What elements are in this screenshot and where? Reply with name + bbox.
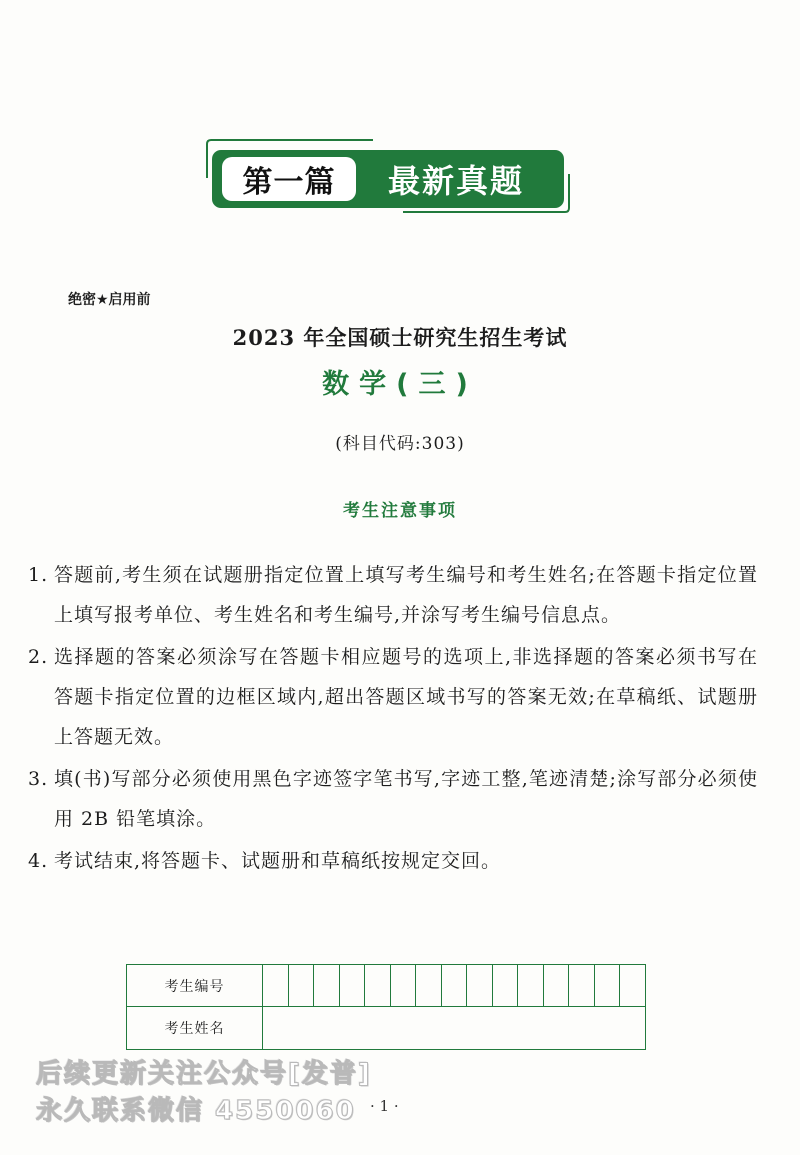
candidate-number-cell[interactable] <box>620 965 645 1006</box>
candidate-number-cell[interactable] <box>493 965 519 1006</box>
candidate-info-table <box>126 964 646 1050</box>
confidential-label: 绝密★启用前 <box>68 292 151 308</box>
candidate-number-cell[interactable] <box>595 965 621 1006</box>
notice-item-number: 2. <box>28 646 49 668</box>
candidate-number-cell[interactable] <box>569 965 595 1006</box>
candidate-number-cell[interactable] <box>518 965 544 1006</box>
notice-item <box>28 637 758 757</box>
notice-item-number: 1. <box>28 564 49 586</box>
candidate-name-field[interactable] <box>263 1007 645 1049</box>
notice-title: 考生注意事项 <box>343 501 457 521</box>
candidate-number-cell[interactable] <box>416 965 442 1006</box>
candidate-number-cell[interactable] <box>289 965 315 1006</box>
candidate-number-label: 考生编号 <box>127 965 263 1006</box>
notice-item <box>28 555 758 635</box>
exam-title: 2023 年全国硕士研究生招生考试 <box>232 325 568 350</box>
candidate-number-cell[interactable] <box>340 965 366 1006</box>
candidate-number-cells <box>263 965 645 1006</box>
candidate-number-cell[interactable] <box>365 965 391 1006</box>
candidate-name-label: 考生姓名 <box>127 1007 263 1049</box>
notice-item <box>28 759 758 839</box>
candidate-number-cell[interactable] <box>544 965 570 1006</box>
notice-item-number: 3. <box>28 768 49 790</box>
candidate-number-cell[interactable] <box>263 965 289 1006</box>
watermark-line-1: 后续更新关注公众号[发普] <box>36 1059 372 1089</box>
notice-item-number: 4. <box>28 850 49 872</box>
page-number: · 1 · <box>370 1097 399 1115</box>
notice-item-text: 填(书)写部分必须使用黑色字迹签字笔书写,字迹工整,笔迹清楚;涂写部分必须使用 2B 铅笔填涂。 <box>54 768 758 830</box>
candidate-number-row <box>127 965 645 1007</box>
candidate-name-row <box>127 1007 645 1049</box>
notice-item-text: 选择题的答案必须涂写在答题卡相应题号的选项上,非选择题的答案必须书写在答题卡指定位置的边框区域内,超出答题区域书写的答案无效;在草稿纸、试题册上答题无效。 <box>54 646 758 748</box>
section-label: 第一篇 <box>222 157 356 201</box>
notice-item <box>28 841 758 881</box>
candidate-number-cell[interactable] <box>467 965 493 1006</box>
candidate-number-cell[interactable] <box>314 965 340 1006</box>
candidate-number-cell[interactable] <box>391 965 417 1006</box>
notice-item-text: 答题前,考生须在试题册指定位置上填写考生编号和考生姓名;在答题卡指定位置上填写报考单位、考生姓名和考生编号,并涂写考生编号信息点。 <box>54 564 758 626</box>
subject-code: (科目代码:303) <box>335 434 465 454</box>
watermark-line-2: 永久联系微信 4550060 <box>36 1096 356 1126</box>
subject-title: 数学(三) <box>322 369 478 400</box>
notice-list <box>28 555 758 883</box>
notice-item-text: 考试结束,将答题卡、试题册和草稿纸按规定交回。 <box>54 850 502 872</box>
candidate-number-cell[interactable] <box>442 965 468 1006</box>
section-title: 最新真题 <box>388 162 525 200</box>
